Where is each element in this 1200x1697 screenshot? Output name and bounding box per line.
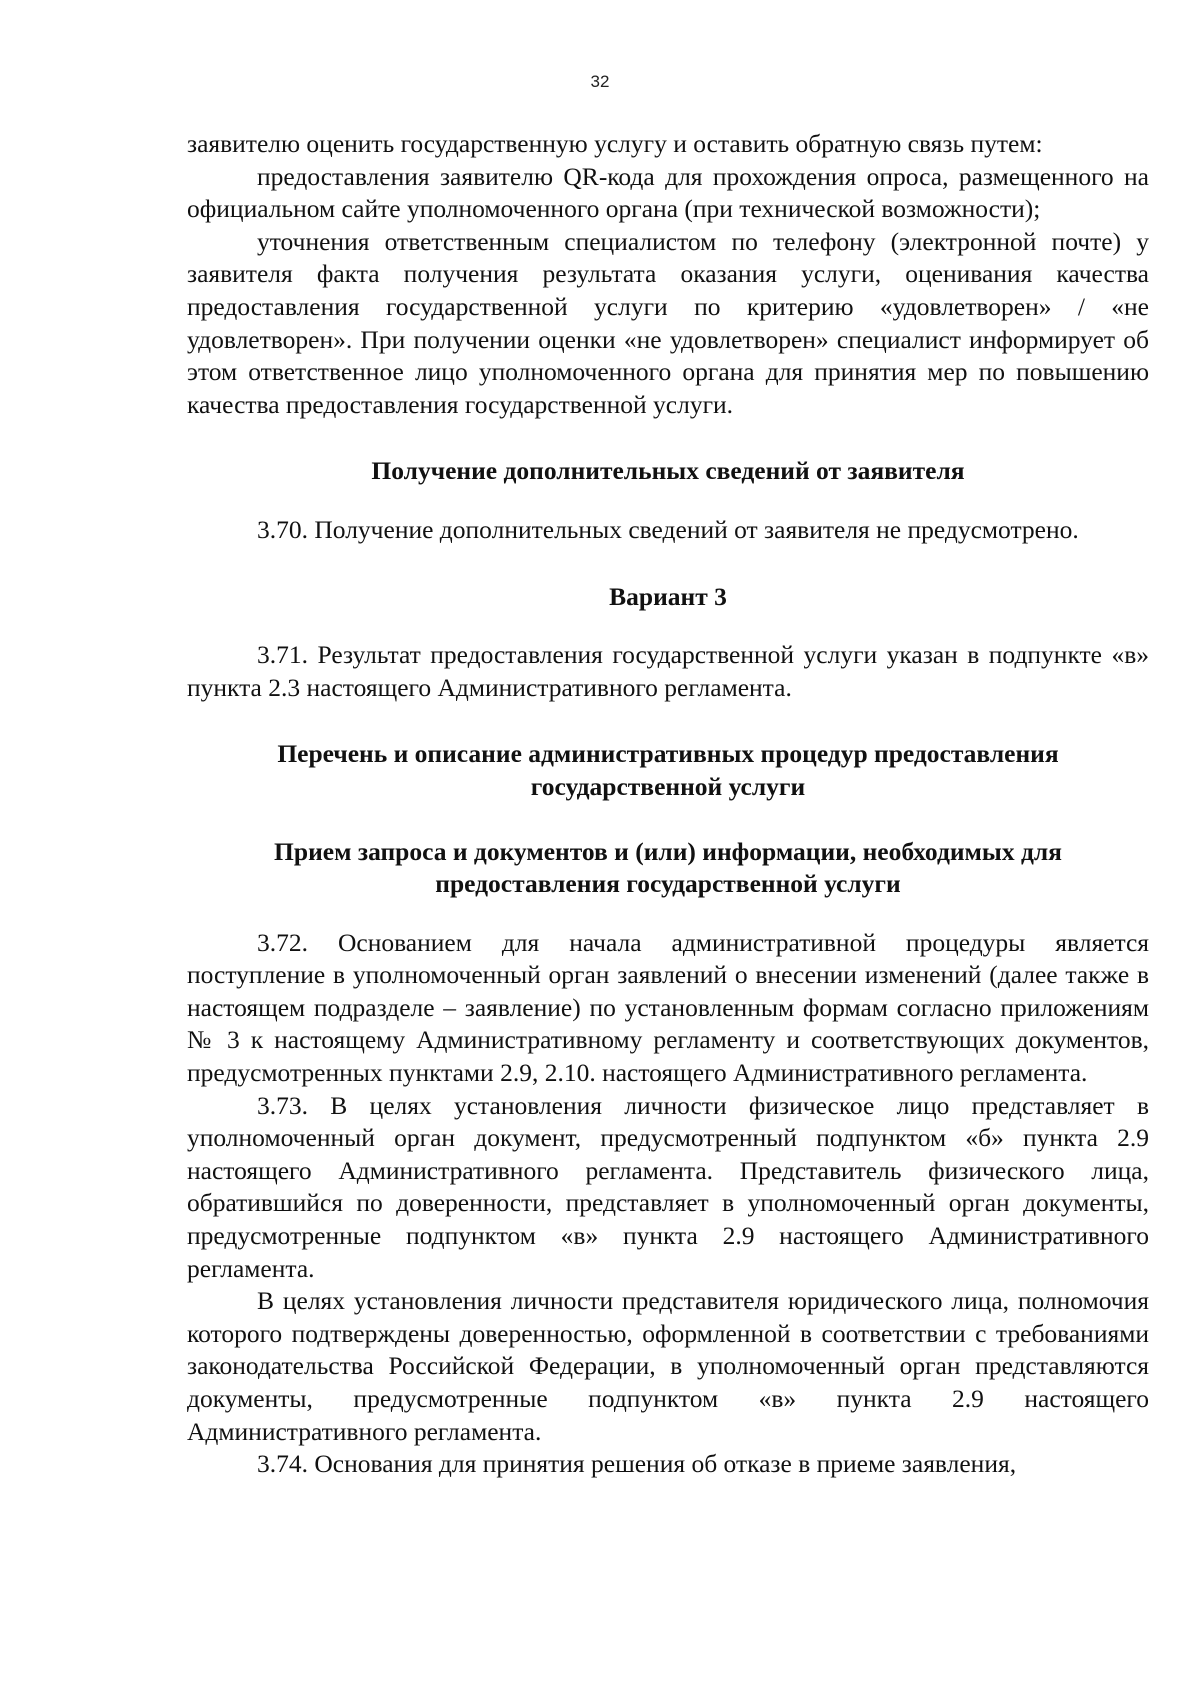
paragraph: уточнения ответственным специалистом по телефону (электронной почте) у заявителя факта получения результата оказания услуги, оценивания качества предоставления государственной услуги по критерию «удовлетворен» / «не удовлетворен». При получении оценки «не удовлетворен» специалист информирует об этом ответственное лицо уполномоченного органа для принятия мер по повышению качества предоставления государственной услуги. [187,226,1149,419]
paragraph: В целях установления личности представителя юридического лица, полномочия которого подтверждены доверенностью, оформленной в соответствии с требованиями законодательства Российской Федерации, в уполномоченный орган представляются документы, предусмотренные подпунктом «в» пункта 2.9 настоящего Административного регламента. [187,1286,1149,1446]
paragraph: заявителю оценить государственную услугу и оставить обратную связь путем: [187,129,1043,158]
paragraph: 3.74. Основания для принятия решения об отказе в приеме заявления, [257,1449,1017,1479]
section-heading: Перечень и описание административных процедур предоставления государственной услуги [277,739,1059,801]
paragraph: 3.71. Результат предоставления государственной услуги указан в подпункте «в» пункта 2.3 настоящего Административного регламента. [187,640,1149,702]
section-heading: Прием запроса и документов и (или) информации, необходимых для предоставления государственной услуги [274,836,1062,899]
paragraph: 3.73. В целях установления личности физическое лицо представляет в уполномоченный орган документ, предусмотренный подпунктом «б» пункта 2.9 настоящего Административного регламента. Представитель физического лица, обратившийся по доверенности, представляет в уполномоченный орган документы, предусмотренные подпунктом «в» пункта 2.9 настоящего Административного регламента. [187,1090,1149,1283]
document-body [187,128,1149,1481]
section-heading: Получение дополнительных сведений от заявителя [371,456,965,486]
paragraph: 3.70. Получение дополнительных сведений от заявителя не предусмотрено. [257,514,1079,544]
paragraph: 3.72. Основанием для начала административной процедуры является поступление в уполномоченный орган заявлений о внесении изменений (далее также в настоящем подразделе – заявление) по установленным формам согласно приложениям № 3 к настоящему Административному регламенту и соответствующих документов, предусмотренных пунктами 2.9, 2.10. настоящего Административного регламента. [187,927,1149,1088]
section-heading: Вариант 3 [609,581,727,611]
paragraph: предоставления заявителю QR-кода для прохождения опроса, размещенного на официальном сайте уполномоченного органа (при технической возможности); [187,161,1149,224]
page-number: 32 [590,72,610,91]
